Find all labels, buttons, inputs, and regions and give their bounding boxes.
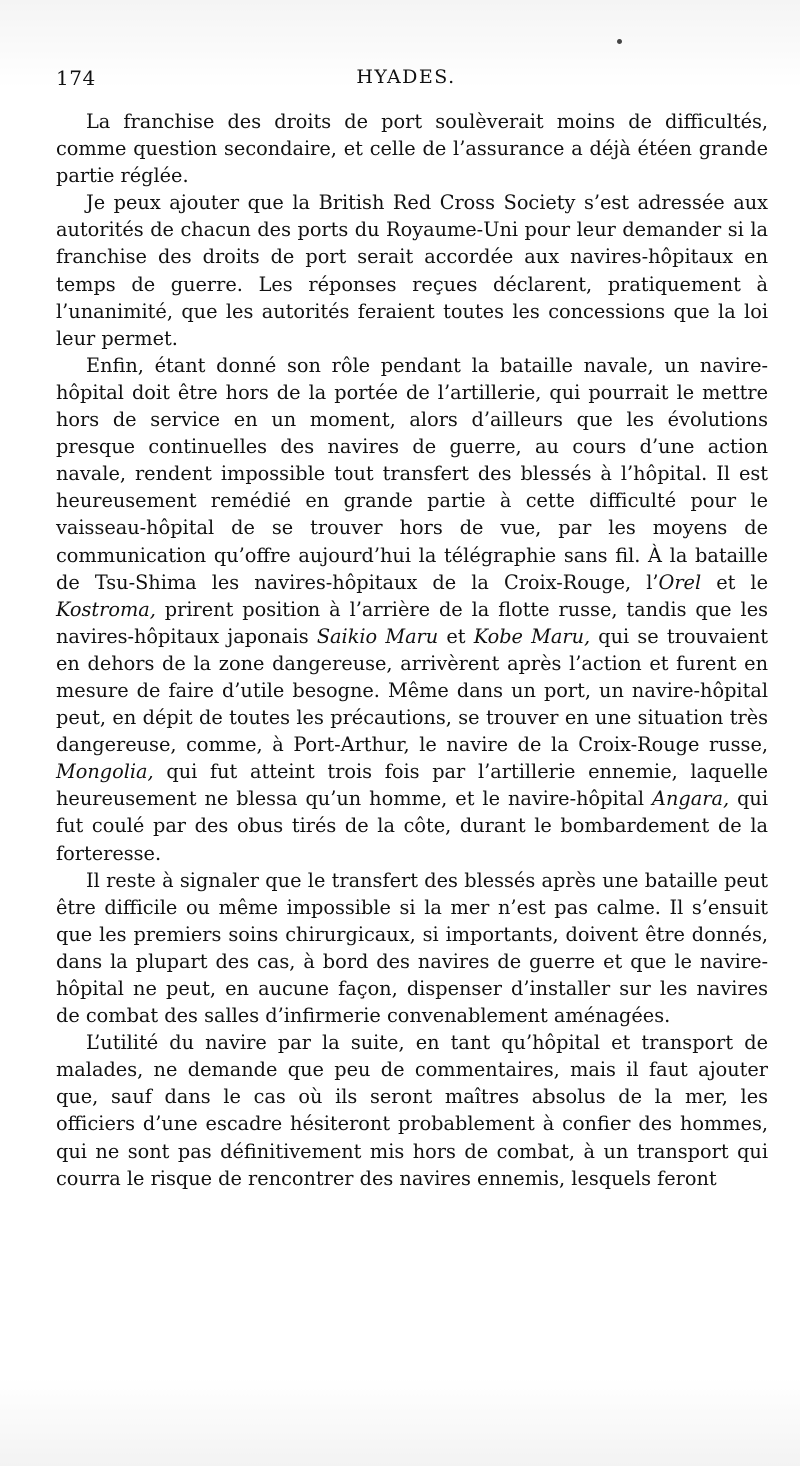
paragraph-1 xyxy=(56,108,768,189)
page-number: 174 xyxy=(56,66,96,90)
paragraph-text: Il reste à signaler que le transfert des blessés après une bataille peut être difficile ou même impossible si la mer n’est pas calme. Il s’ensuit que les premiers soins chirurgicaux, si importants, doivent être donnés, dans la plupart des cas, à bord des navires de guerre et que le navire-hôpital ne peut, en aucune façon, dispenser d’installer sur les navires de combat des salles d’infirmerie convenablement aménagées. xyxy=(56,868,768,1028)
paragraph-5 xyxy=(56,1029,768,1192)
paragraph-2 xyxy=(56,189,768,352)
paragraph-text: qui fut atteint trois fois par l’artillerie ennemie, laquelle heureusement ne blessa qu’un homme, et le navire-hôpital xyxy=(56,760,768,811)
paragraph-text: et xyxy=(438,624,474,648)
ship-name-orel: Orel xyxy=(658,570,702,594)
running-head: HYADES. xyxy=(356,66,456,88)
ink-speck xyxy=(617,39,622,44)
ship-name-kostroma: Kostroma, xyxy=(56,597,156,621)
paragraph-text: L’utilité du navire par la suite, en tant qu’hôpital et transport de malades, ne demande que peu de commentaires, mais il faut ajouter que, sauf dans le cas où ils seront maîtres absolus de la mer, les officiers d’une escadre hésiteront probablement à confier des hommes, qui ne sont pas définitivement mis hors de combat, à un transport qui courra le risque de rencontrer des navires ennemis, lesquels feront xyxy=(56,1031,768,1190)
paragraph-text: qui fut coulé par des obus tirés de la côte, durant le bombardement de la forteresse. xyxy=(56,787,768,865)
paragraph-text: et le xyxy=(701,570,768,594)
body-text xyxy=(56,108,768,1192)
ship-name-angara: Angara, xyxy=(652,787,730,811)
paragraph-4 xyxy=(56,867,768,1030)
paragraph-text: Je peux ajouter que la British Red Cross Society s’est adressée aux autorités de chacun des ports du Royaume-Uni pour leur demander si la franchise des droits de port serait accordée aux navires-hôpitaux en temps de guerre. Les réponses reçues déclarent, pratiquement à l’unanimité, que les autorités feraient toutes les concessions que la loi leur permet. xyxy=(56,191,768,350)
ship-name-mongolia: Mongolia, xyxy=(56,760,154,784)
paragraph-text: Enfin, étant donné son rôle pendant la bataille navale, un navire-hôpital doit être hors de la portée de l’artillerie, qui pourrait le mettre hors de service en un moment, alors d’ailleurs que les évolutions presque continuelles des navires de guerre, au cours d’une action navale, rendent impossible tout transfert des blessés à l’hôpital. Il est heureusement remédié en grande partie à cette difficulté pour le vaisseau-hôpital de se trouver hors de vue, par les moyens de communication qu’offre aujourd’hui la télégraphie sans fil. À la bataille de Tsu-Shima les navires-hôpitaux de la Croix-Rouge, l’ xyxy=(56,353,768,594)
ship-name-saikio-maru: Saikio Maru xyxy=(316,624,439,648)
page-header xyxy=(56,66,756,96)
ship-name-kobe-maru: Kobe Maru, xyxy=(473,624,591,648)
paragraph-text: prirent position à l’arrière de la flotte russe, tandis que les navires-hôpitaux japonais xyxy=(56,597,768,648)
paragraph-3 xyxy=(56,352,768,867)
paragraph-text: La franchise des droits de port soulèverait moins de difficultés, comme question secondaire, et celle de l’assurance a déjà étéen grande partie réglée. xyxy=(56,110,768,188)
paragraph-text: qui se trouvaient en dehors de la zone dangereuse, arrivèrent après l’action et furent en mesure de faire d’utile besogne. Même dans un port, un navire-hôpital peut, en dépit de toutes les précautions, se trouver en une situation très dangereuse, comme, à Port-Arthur, le navire de la Croix-Rouge russe, xyxy=(56,624,768,757)
